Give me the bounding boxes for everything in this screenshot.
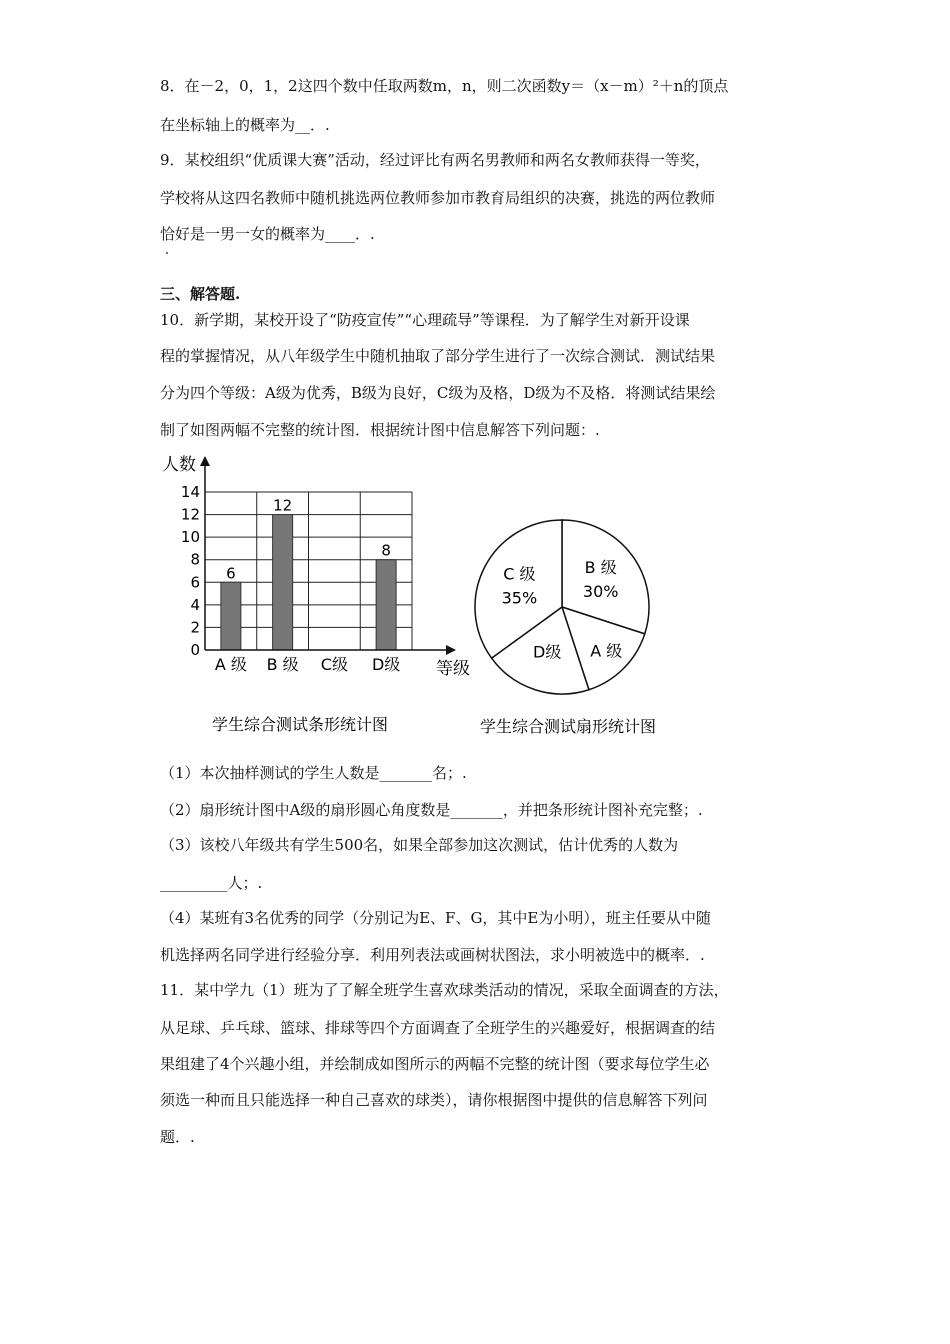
pie-chart-title: 学生综合测试扇形统计图 (480, 717, 657, 736)
q11-line3: 果组建了4个兴趣小组，并绘制成如图所示的两幅不完整的统计图（要求每位学生必 (160, 1055, 710, 1073)
y-tick-label: 10 (180, 528, 200, 547)
bar-chart (150, 448, 480, 748)
bar-chart-title: 学生综合测试条形统计图 (212, 715, 389, 734)
q10-line3: 分为四个等级：A级为优秀，B级为良好，C级为及格，D级为不及格．将测试结果绘 (160, 384, 716, 402)
q10-sub4b: 机选择两名同学进行经验分享．利用列表法或画树状图法，求小明被选中的概率．. (160, 946, 705, 964)
category-label: D级 (371, 655, 401, 674)
bar-chart-bars (215, 497, 400, 674)
pie-slice-percent: 30% (582, 581, 619, 601)
q10-sub1: （1）本次抽样测试的学生人数是_______名；. (160, 764, 467, 782)
y-tick-label: 2 (190, 618, 200, 637)
q10-line4: 制了如图两幅不完整的统计图．根据统计图中信息解答下列问题：. (160, 421, 600, 439)
y-tick-label: 14 (180, 483, 200, 501)
pie-slice-label: A 级 (590, 641, 623, 661)
q10-sub2: （2）扇形统计图中A级的扇形圆心角度数是_______，并把条形统计图补充完整；. (160, 801, 703, 819)
bar (376, 560, 396, 650)
category-label: C级 (320, 655, 348, 674)
q9-line1: 9．某校组织“优质课大赛”活动，经过评比有两名男教师和两名女教师获得一等奖， (160, 151, 710, 169)
q9-line3: 恰好是一男一女的概率为____．. (160, 225, 375, 243)
y-tick-label: 6 (190, 573, 200, 592)
q11-line2: 从足球、乒乓球、篮球、排球等四个方面调查了全班学生的兴趣爱好，根据调查的结 (160, 1019, 716, 1037)
q10-sub4a: （4）某班有3名优秀的同学（分别记为E、F、G，其中E为小明），班主任要从中随 (160, 909, 711, 927)
x-axis-arrow (446, 645, 456, 655)
q10-sub3b: _________人；. (160, 874, 263, 892)
pie-chart (468, 500, 708, 750)
bar (273, 515, 293, 650)
q11-line4: 须选一种而且只能选择一种自己喜欢的球类），请你根据图中提供的信息解答下列问 (160, 1091, 708, 1109)
bar-data-label: 12 (273, 496, 293, 515)
q8-line1: 8．在－2，0，1，2这四个数中任取两数m，n，则二次函数y＝（x－m）²＋n的顶点 (160, 77, 729, 95)
q11-line5: 题．. (160, 1128, 195, 1146)
pie-slice-label: B 级 (584, 557, 617, 577)
bar-chart-ylabel: 人数 (162, 455, 196, 475)
y-axis-arrow (200, 456, 210, 466)
pie-slice-percent: 35% (501, 588, 538, 608)
pie-slice-label: D级 (533, 642, 562, 662)
category-label: A 级 (214, 655, 247, 674)
bar-chart-xlabel: 等级 (436, 659, 470, 679)
q10-line2: 程的掌握情况，从八年级学生中随机抽取了部分学生进行了一次综合测试．测试结果 (160, 347, 716, 365)
q10-sub3a: （3）该校八年级共有学生500名，如果全部参加这次测试，估计优秀的人数为 (160, 836, 679, 854)
y-tick-label: 12 (180, 505, 200, 524)
bar-data-label: 8 (381, 541, 391, 560)
q11-line1: 11．某中学九（1）班为了了解全班学生喜欢球类活动的情况，采取全面调查的方法， (160, 981, 729, 999)
y-tick-label: 8 (190, 550, 200, 569)
q10-line1: 10．新学期，某校开设了“防疫宣传”“心理疏导”等课程．为了解学生对新开设课 (160, 311, 690, 329)
stray-mark (166, 252, 168, 254)
category-label: B 级 (266, 655, 299, 674)
bar (221, 582, 241, 650)
y-tick-label: 0 (190, 641, 200, 659)
bar-data-label: 6 (226, 564, 236, 583)
pie-slice-label: C 级 (503, 564, 536, 584)
q9-line2: 学校将从这四名教师中随机挑选两位教师参加市教育局组织的决赛，挑选的两位教师 (160, 189, 716, 207)
y-tick-label: 4 (190, 595, 200, 614)
section-3-title: 三、解答题. (160, 285, 241, 303)
q8-line2: 在坐标轴上的概率为__．. (160, 116, 330, 134)
